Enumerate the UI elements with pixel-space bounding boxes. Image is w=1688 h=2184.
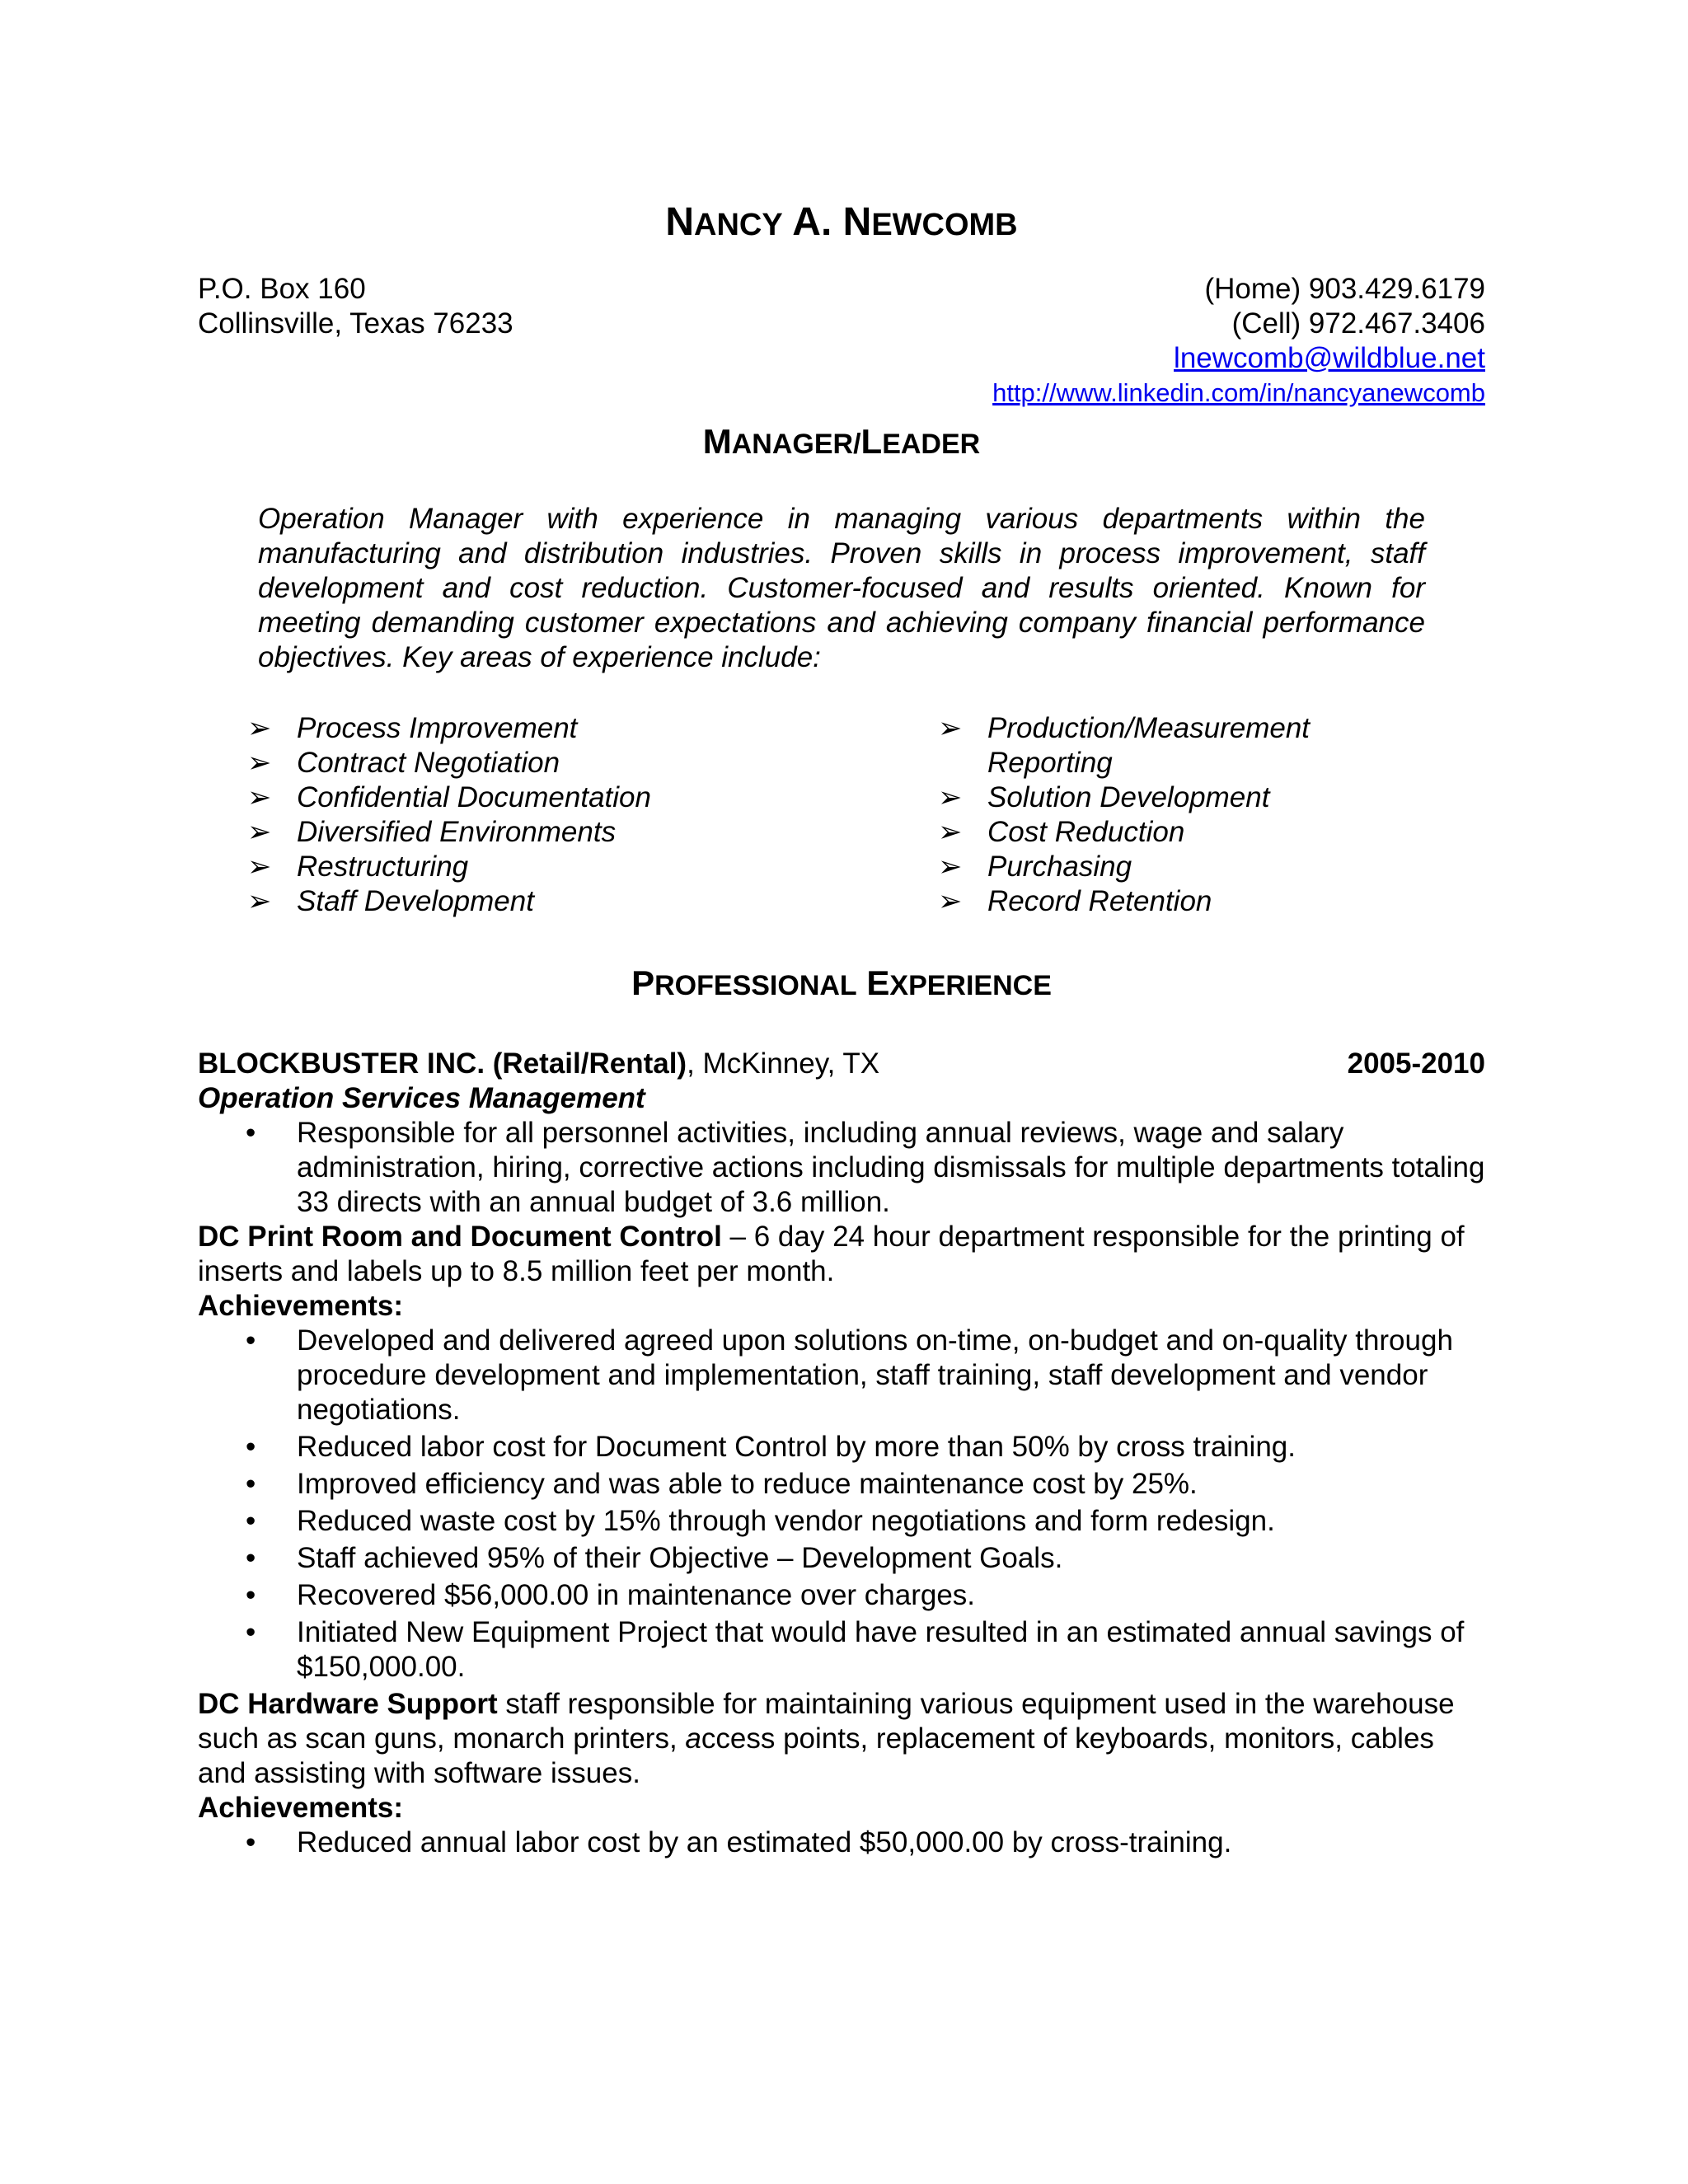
bullet-icon: • — [246, 1117, 256, 1149]
dept2-achievements-list — [198, 1825, 1485, 1860]
experience-section-title: PROFESSIONAL EXPERIENCE — [631, 963, 1052, 1002]
dept1-achievements-list — [198, 1324, 1485, 1685]
summary-section-title: MANAGER/LEADER — [702, 422, 981, 461]
arrow-bullet-icon: ➢ — [938, 885, 963, 917]
job-header — [198, 1047, 1485, 1081]
arrow-bullet-icon: ➢ — [247, 712, 272, 744]
phone-cell: (Cell) 972.467.3406 — [1231, 307, 1485, 340]
resume-page — [198, 198, 1485, 1860]
arrow-bullet-icon: ➢ — [938, 781, 963, 813]
address-line1: P.O. Box 160 — [198, 273, 366, 305]
skill-item: ➢ Process Improvement — [247, 712, 578, 744]
linkedin-link[interactable]: http://www.linkedin.com/in/nancyanewcomb — [992, 378, 1485, 407]
bullet-icon: • — [246, 1826, 256, 1858]
list-item: • Staff achieved 95% of their Objective – Development Goals. — [246, 1542, 1063, 1574]
company-name: BLOCKBUSTER INC. (Retail/Rental) — [198, 1047, 687, 1080]
skills-list — [198, 711, 1485, 919]
arrow-bullet-icon: ➢ — [247, 747, 272, 779]
list-item: • Reduced labor cost for Document Control by more than 50% by cross training. — [246, 1431, 1296, 1463]
skill-item: ➢ Contract Negotiation — [247, 747, 560, 779]
arrow-bullet-icon: ➢ — [247, 816, 272, 848]
company-location: , McKinney, TX — [687, 1047, 880, 1080]
list-item: • Improved efficiency and was able to reduce maintenance cost by 25%. — [246, 1468, 1198, 1500]
contact-details — [992, 272, 1485, 410]
arrow-bullet-icon: ➢ — [247, 851, 272, 883]
dept1-description: DC Print Room and Document Control – 6 day 24 hour department responsible for the printing of inserts and labels up to 8.5 million feet per month. — [198, 1221, 1465, 1287]
dept2-description: DC Hardware Support staff responsible for maintaining various equipment used in the warehouse such as scan guns, monarch printers, access points, replacement of keyboards, monitors, cables and assisting with software issues. — [198, 1688, 1455, 1789]
arrow-bullet-icon: ➢ — [247, 781, 272, 813]
list-item: • Developed and delivered agreed upon solutions on-time, on-budget and on-quality through procedure development and implementation, staff training, staff development and vendor negotiations. — [246, 1324, 1453, 1426]
email-link[interactable]: lnewcomb@wildblue.net — [1174, 342, 1485, 374]
skill-item: ➢ Confidential Documentation — [247, 781, 651, 813]
bullet-icon: • — [246, 1505, 256, 1537]
bullet-icon: • — [246, 1542, 256, 1574]
bullet-icon: • — [246, 1324, 256, 1357]
job-role: Operation Services Management — [198, 1082, 645, 1114]
list-item: • Reduced waste cost by 15% through vendor negotiations and form redesign. — [246, 1505, 1275, 1537]
dept1-name: DC Print Room and Document Control — [198, 1221, 722, 1253]
contact-block — [198, 272, 1485, 417]
bullet-icon: • — [246, 1616, 256, 1648]
bullet-icon: • — [246, 1579, 256, 1611]
list-item: • Initiated New Equipment Project that would have resulted in an estimated annual savings of $150,000.00. — [246, 1616, 1465, 1683]
skills-column-right — [938, 711, 1367, 919]
skill-item: ➢ Solution Development — [938, 781, 1270, 813]
address — [198, 272, 513, 341]
skill-item: ➢ Record Retention — [938, 885, 1212, 917]
skill-item: ➢ Staff Development — [247, 885, 534, 917]
resume-name: NANCY A. NEWCOMB — [665, 200, 1018, 244]
dept2-achievements-label: Achievements: — [198, 1792, 403, 1824]
bullet-icon: • — [246, 1431, 256, 1463]
skill-item: ➢ Purchasing — [938, 851, 1132, 883]
list-item: • Reduced annual labor cost by an estimated $50,000.00 by cross-training. — [246, 1826, 1232, 1858]
list-item: • Responsible for all personnel activities, including annual reviews, wage and salary administration, hiring, corrective actions including dismissals for multiple departments totaling 33 directs with an annual budget of 3.6 million. — [246, 1117, 1485, 1218]
job-dates: 2005-2010 — [1347, 1047, 1485, 1080]
bullet-icon: • — [246, 1468, 256, 1500]
dept1-achievements-label: Achievements: — [198, 1290, 403, 1322]
skill-item: ➢ Production/Measurement Reporting — [938, 712, 1311, 779]
address-line2: Collinsville, Texas 76233 — [198, 307, 513, 340]
skill-item: ➢ Diversified Environments — [247, 816, 617, 848]
summary-paragraph: Operation Manager with experience in managing various departments within the manufacturing and distribution industries. Proven skills in process improvement, staff development and cost reduction. Customer-focused and results oriented. Known for meeting demanding customer expectations and achieving company financial performance objectives. Key areas of experience include: — [258, 503, 1425, 673]
list-item: • Recovered $56,000.00 in maintenance over charges. — [246, 1579, 976, 1611]
arrow-bullet-icon: ➢ — [938, 851, 963, 883]
dept2-name: DC Hardware Support — [198, 1688, 498, 1720]
skill-item: ➢ Restructuring — [247, 851, 469, 883]
responsibilities-list — [198, 1116, 1485, 1220]
skills-column-left — [247, 711, 824, 919]
phone-home: (Home) 903.429.6179 — [1204, 273, 1485, 305]
arrow-bullet-icon: ➢ — [938, 816, 963, 848]
arrow-bullet-icon: ➢ — [247, 885, 272, 917]
skill-item: ➢ Cost Reduction — [938, 816, 1185, 848]
arrow-bullet-icon: ➢ — [938, 712, 963, 744]
